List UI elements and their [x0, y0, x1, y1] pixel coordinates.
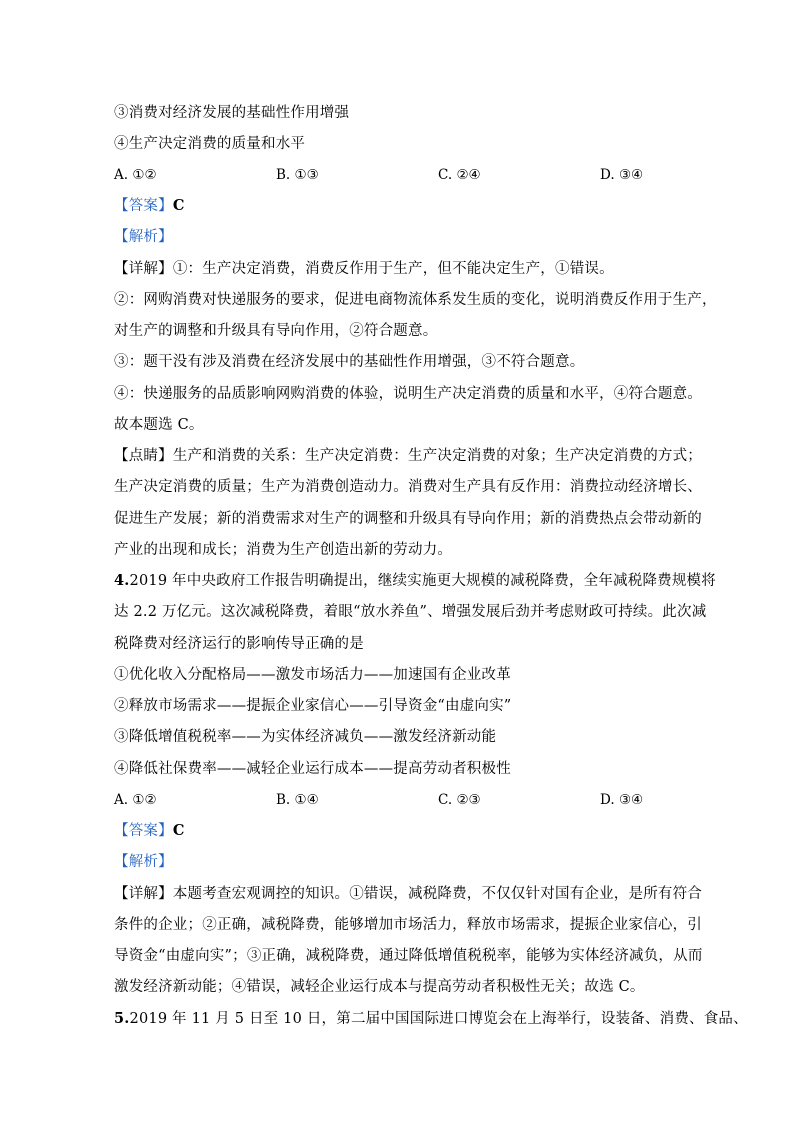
- q4-detail-4: 激发经济新动能；④错误，减轻企业运行成本与提高劳动者积极性无关；故选 C。: [114, 979, 645, 995]
- q4-item-3: ③降低增值税税率——为实体经济减负——激发经济新动能: [114, 729, 497, 745]
- q5-number: 5.: [114, 1010, 130, 1027]
- answer-tag: 【答案】: [114, 823, 173, 839]
- q3-tip-2: 生产决定消费的质量；生产为消费创造动力。消费对生产具有反作用：消费拉动经济增长、: [114, 479, 702, 495]
- q3-detail-1: 【详解】①：生产决定消费，消费反作用于生产，但不能决定生产，①错误。: [114, 261, 614, 277]
- q3-detail-2a: ②：网购消费对快递服务的要求，促进电商物流体系发生质的变化，说明消费反作用于生产，: [114, 292, 717, 308]
- q3-analysis-tag: 【解析】: [114, 229, 173, 245]
- q4-item-4: ④降低社保费率——减轻企业运行成本——提高劳动者积极性: [114, 761, 511, 777]
- q4-detail-2: 条件的企业；②正确，减税降费，能够增加市场活力，释放市场需求，提振企业家信心，引: [114, 917, 702, 933]
- q3-detail-3: ③：题干没有涉及消费在经济发展中的基础性作用增强，③不符合题意。: [114, 354, 585, 370]
- q4-option-b: B. ①④: [276, 792, 319, 808]
- q4-number: 4.: [114, 572, 130, 589]
- q3-statement-4: ④生产决定消费的质量和水平: [114, 136, 306, 152]
- q3-statement-3: ③消费对经济发展的基础性作用增强: [114, 105, 350, 121]
- q4-detail-3: 导资金“由虚向实”；③正确，减税降费，通过降低增值税税率，能够为实体经济减负，从而: [114, 948, 703, 964]
- q3-conclusion: 故本题选 C。: [114, 417, 204, 433]
- q4-stem-3: 税降费对经济运行的影响传导正确的是: [114, 636, 364, 652]
- q3-option-a: A. ①②: [114, 167, 157, 183]
- q4-analysis-tag: 【解析】: [114, 854, 173, 870]
- q5-stem-1: 5.2019 年 11 月 5 日至 10 日，第二届中国国际进口博览会在上海举行，设装备、消费、食品、: [114, 1010, 748, 1027]
- q3-option-b: B. ①③: [276, 167, 319, 183]
- answer-tag: 【答案】: [114, 198, 173, 214]
- q4-answer: [114, 821, 185, 841]
- q3-detail-2b: 对生产的调整和升级具有导向作用，②符合题意。: [114, 323, 438, 339]
- detail-tag: 【详解】: [114, 886, 173, 902]
- q3-option-d: D. ③④: [600, 167, 644, 183]
- q4-item-1: ①优化收入分配格局——激发市场活力——加速国有企业改革: [114, 667, 511, 683]
- answer-value: C: [172, 197, 185, 214]
- answer-value: C: [172, 822, 185, 839]
- q4-stem-1: 4.2019 年中央政府工作报告明确提出，继续实施更大规模的减税降费，全年减税降费规模将: [114, 572, 716, 589]
- q3-tip-3: 促进生产发展；新的消费需求对生产的调整和升级具有导向作用；新的消费热点会带动新的: [114, 511, 702, 527]
- detail-tag: 【详解】: [114, 261, 173, 277]
- q4-detail-1: 【详解】本题考查宏观调控的知识。①错误，减税降费，不仅仅针对国有企业，是所有符合: [114, 886, 703, 902]
- q4-stem-2: 达 2.2 万亿元。这次减税降费，着眼“放水养鱼”、增强发展后劲并考虑财政可持续。此次减: [114, 604, 707, 620]
- q4-option-a: A. ①②: [114, 792, 157, 808]
- q4-item-2: ②释放市场需求——提振企业家信心——引导资金“由虚向实”: [114, 698, 512, 714]
- q4-option-c: C. ②③: [438, 792, 481, 808]
- q3-detail-4: ④：快递服务的品质影响网购消费的体验，说明生产决定消费的质量和水平，④符合题意。: [114, 386, 702, 402]
- q3-option-c: C. ②④: [438, 167, 481, 183]
- q4-option-d: D. ③④: [600, 792, 644, 808]
- q3-tip-1: 【点睛】生产和消费的关系：生产决定消费：生产决定消费的对象；生产决定消费的方式；: [114, 448, 703, 464]
- q3-answer: [114, 196, 185, 216]
- q3-tip-4: 产业的出现和成长；消费为生产创造出新的劳动力。: [114, 542, 453, 558]
- tip-tag: 【点睛】: [114, 448, 173, 464]
